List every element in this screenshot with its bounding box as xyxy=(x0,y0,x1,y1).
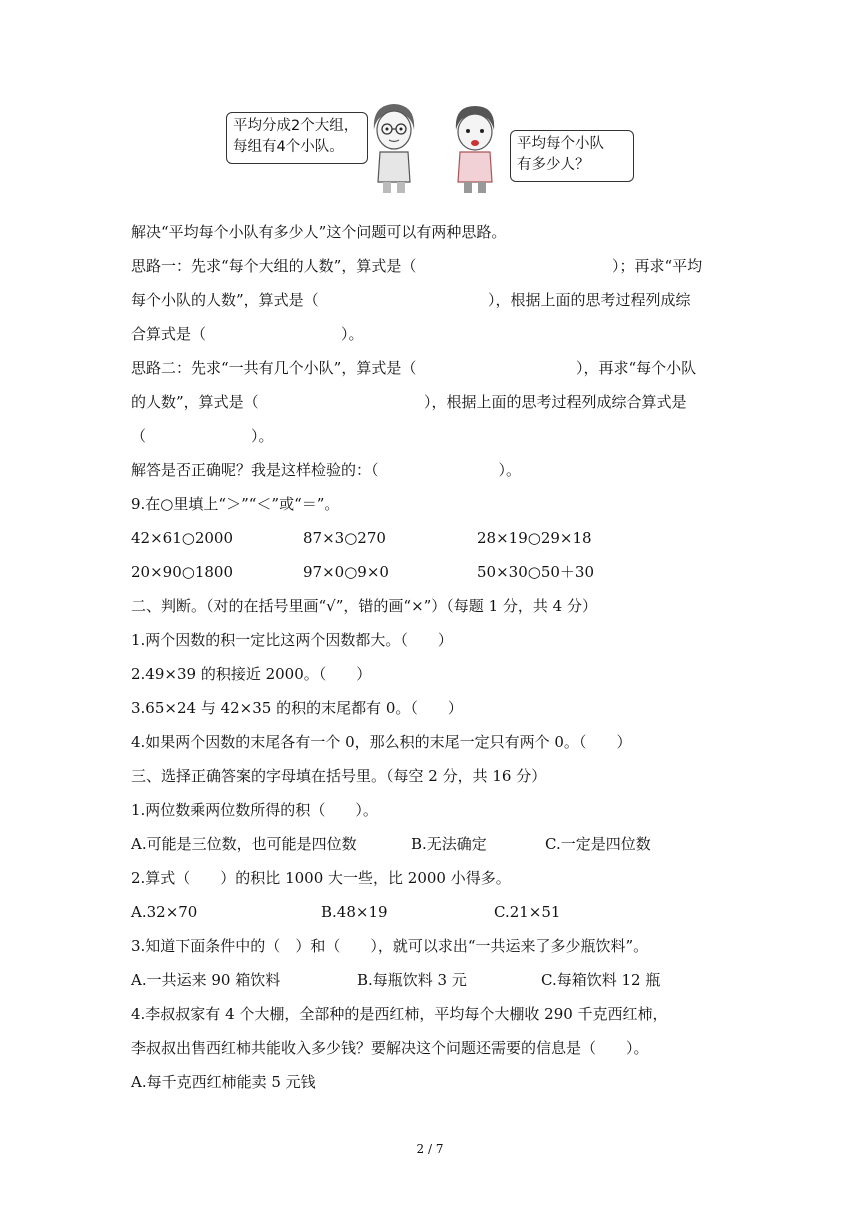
approach-two-line-3: （ ）。 xyxy=(131,427,274,445)
compare-item: 50×30○50＋30 xyxy=(477,563,595,581)
bubble-right-line-1: 平均每个小队 xyxy=(517,136,604,152)
compare-item: 42×61○2000 xyxy=(131,529,234,547)
speech-bubble-left xyxy=(226,112,368,164)
choice-option: A.一共运来 90 箱饮料 xyxy=(131,971,281,989)
choice-option: A.每千克西红柿能卖 5 元钱 xyxy=(131,1073,316,1091)
section-3-heading: 三、选择正确答案的字母填在括号里。（每空 2 分，共 16 分） xyxy=(131,767,547,785)
choice-question-4-line-1: 4.李叔叔家有 4 个大棚，全部种的是西红柿，平均每个大棚收 290 千克西红柿， xyxy=(131,1005,668,1023)
approach-one-line-3: 合算式是（ ）。 xyxy=(131,325,364,343)
judge-item-2: 2.49×39 的积接近 2000。（ ） xyxy=(131,665,372,683)
section-2-heading: 二、判断。（对的在括号里画“√”，错的画“×”）（每题 1 分，共 4 分） xyxy=(131,597,597,615)
compare-item: 28×19○29×18 xyxy=(477,529,592,547)
check-line: 解答是否正确呢？我是这样检验的：（ ）。 xyxy=(131,461,522,479)
choice-option: C.一定是四位数 xyxy=(545,835,651,853)
compare-item: 97×0○9×0 xyxy=(303,563,389,581)
girl-with-glasses-icon xyxy=(364,100,424,195)
approach-two-line-1-left: 思路二：先求“一共有几个小队”，算式是（ xyxy=(131,359,417,377)
approach-one-line-2-right: ），根据上面的思考过程列成综 xyxy=(488,291,691,309)
compare-item: 87×3○270 xyxy=(303,529,386,547)
speech-bubble-right xyxy=(510,130,634,182)
choice-question-1: 1.两位数乘两位数所得的积（ ）。 xyxy=(131,801,378,819)
approach-two-line-1-right: ），再求“每个小队 xyxy=(576,359,697,377)
choice-option: B.48×19 xyxy=(321,903,388,921)
choice-option: C.21×51 xyxy=(494,903,561,921)
approach-one-line-1-left: 思路一：先求“每个大组的人数”，算式是（ xyxy=(131,257,417,275)
bubble-left-line-1: 平均分成2个大组， xyxy=(233,118,359,134)
choice-question-2: 2.算式（ ）的积比 1000 大一些，比 2000 小得多。 xyxy=(131,869,511,887)
bubble-left-line-2: 每组有4个小队。 xyxy=(233,139,344,155)
approach-two-line-2-left: 的人数”，算式是（ xyxy=(131,393,259,411)
choice-question-4-line-2: 李叔叔出售西红柿共能收入多少钱？要解决这个问题还需要的信息是（ ）。 xyxy=(131,1039,649,1057)
approach-one-line-2-left: 每个小队的人数”，算式是（ xyxy=(131,291,319,309)
approach-one-line-1-right: ）；再求“平均 xyxy=(612,257,703,275)
judge-item-4: 4.如果两个因数的末尾各有一个 0，那么积的末尾一定只有两个 0。（ ） xyxy=(131,733,632,751)
question-9: 9.在○里填上“＞”“＜”或“＝”。 xyxy=(131,495,340,513)
choice-option: B.每瓶饮料 3 元 xyxy=(357,971,467,989)
compare-item: 20×90○1800 xyxy=(131,563,234,581)
bubble-right-line-2: 有多少人？ xyxy=(517,157,590,173)
intro-line: 解决“平均每个小队有多少人”这个问题可以有两种思路。 xyxy=(131,223,507,241)
approach-two-line-2-right: ），根据上面的思考过程列成综合算式是 xyxy=(424,393,687,411)
page-number: 2 / 7 xyxy=(416,1142,444,1156)
choice-question-3: 3.知道下面条件中的（ ）和（ ），就可以求出“一共运来了多少瓶饮料”。 xyxy=(131,937,649,955)
choice-option: A.可能是三位数，也可能是四位数 xyxy=(131,835,357,853)
judge-item-3: 3.65×24 与 42×35 的积的末尾都有 0。（ ） xyxy=(131,699,463,717)
choice-option: C.每箱饮料 12 瓶 xyxy=(541,971,661,989)
judge-item-1: 1.两个因数的积一定比这两个因数都大。（ ） xyxy=(131,631,453,649)
choice-option: B.无法确定 xyxy=(411,835,487,853)
choice-option: A.32×70 xyxy=(131,903,198,921)
boy-icon xyxy=(444,102,506,195)
illustration xyxy=(226,100,626,195)
